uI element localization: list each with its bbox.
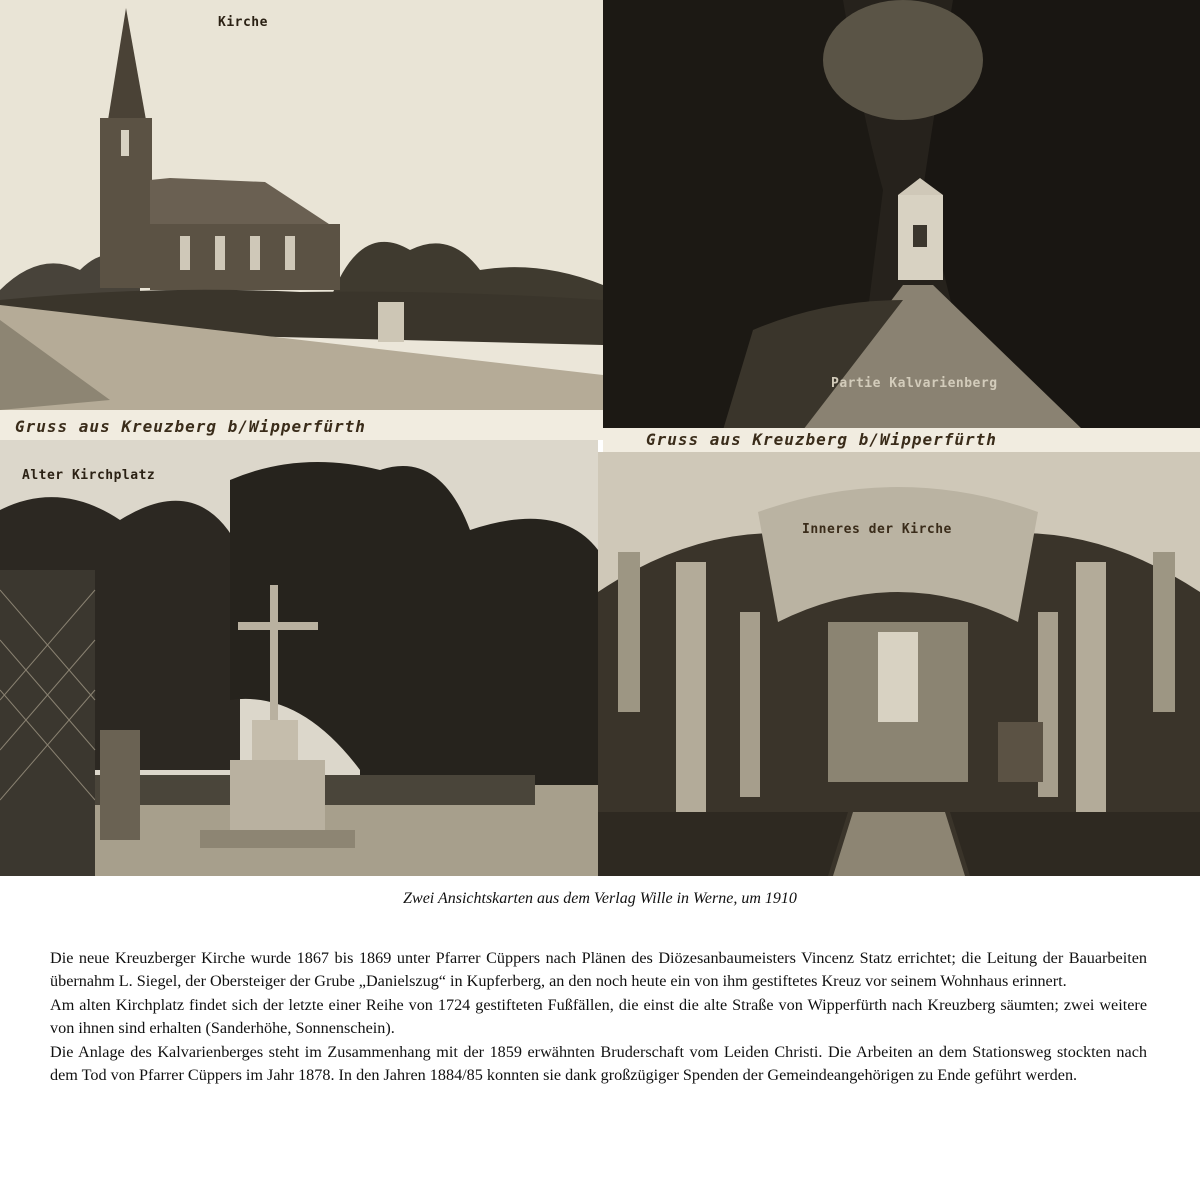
paragraph: Am alten Kirchplatz findet sich der letzte einer Reihe von 1724 gestifteten Fußfällen, die einst die alte Straße von Wipperfürth nach Kreuzberg säumten; zwei weitere von ihnen sind erhalten (Sanderhöhe, Sonnenschein). [50,995,1147,1038]
postcard-old-church-square [0,440,598,876]
church-interior-photo [598,452,1200,876]
image-caption: Zwei Ansichtskarten aus dem Verlag Wille in Werne, um 1910 [403,890,797,907]
paragraph: Die Anlage des Kalvarienberges steht im Zusammenhang mit der 1859 erwähnten Bruderschaft vom Leiden Christi. Die Arbeiten an dem Stationsweg stockten nach dem Tod von Pfarrer Cüppers im Jahr 1878. In den Jahren 1884/85 konnten sie dank großzügiger Spenden der Gemeindeangehörigen zu Ende geführt werden. [50,1042,1147,1085]
greeting-text: Gruss aus Kreuzberg b/Wipperfürth [646,430,997,449]
church-interior-label: Inneres der Kirche [802,522,952,537]
church-exterior-label: Kirche [218,15,268,30]
postcard-church-interior [598,452,1200,876]
greeting-text: Gruss aus Kreuzberg b/Wipperfürth [15,417,366,436]
paragraph: Die neue Kreuzberger Kirche wurde 1867 bis 1869 unter Pfarrer Cüppers nach Plänen des Diözesanbaumeisters Vincenz Statz errichtet; die Leitung der Bauarbeiten übernahm L. Siegel, der Obersteiger der Grube „Danielszug“ in Kupferberg, an den noch heute ein von ihm gestiftetes Kreuz vor seinem Wohnhaus erinnert. [50,949,1147,991]
body-text [50,947,1147,1087]
old-church-square-photo [0,440,598,876]
church-exterior-photo [0,0,603,440]
kalvarienberg-label: Partie Kalvarienberg [831,376,998,391]
postcard-church-exterior [0,0,603,440]
postcard-kalvarienberg [603,0,1200,452]
old-church-square-label: Alter Kirchplatz [22,468,156,483]
